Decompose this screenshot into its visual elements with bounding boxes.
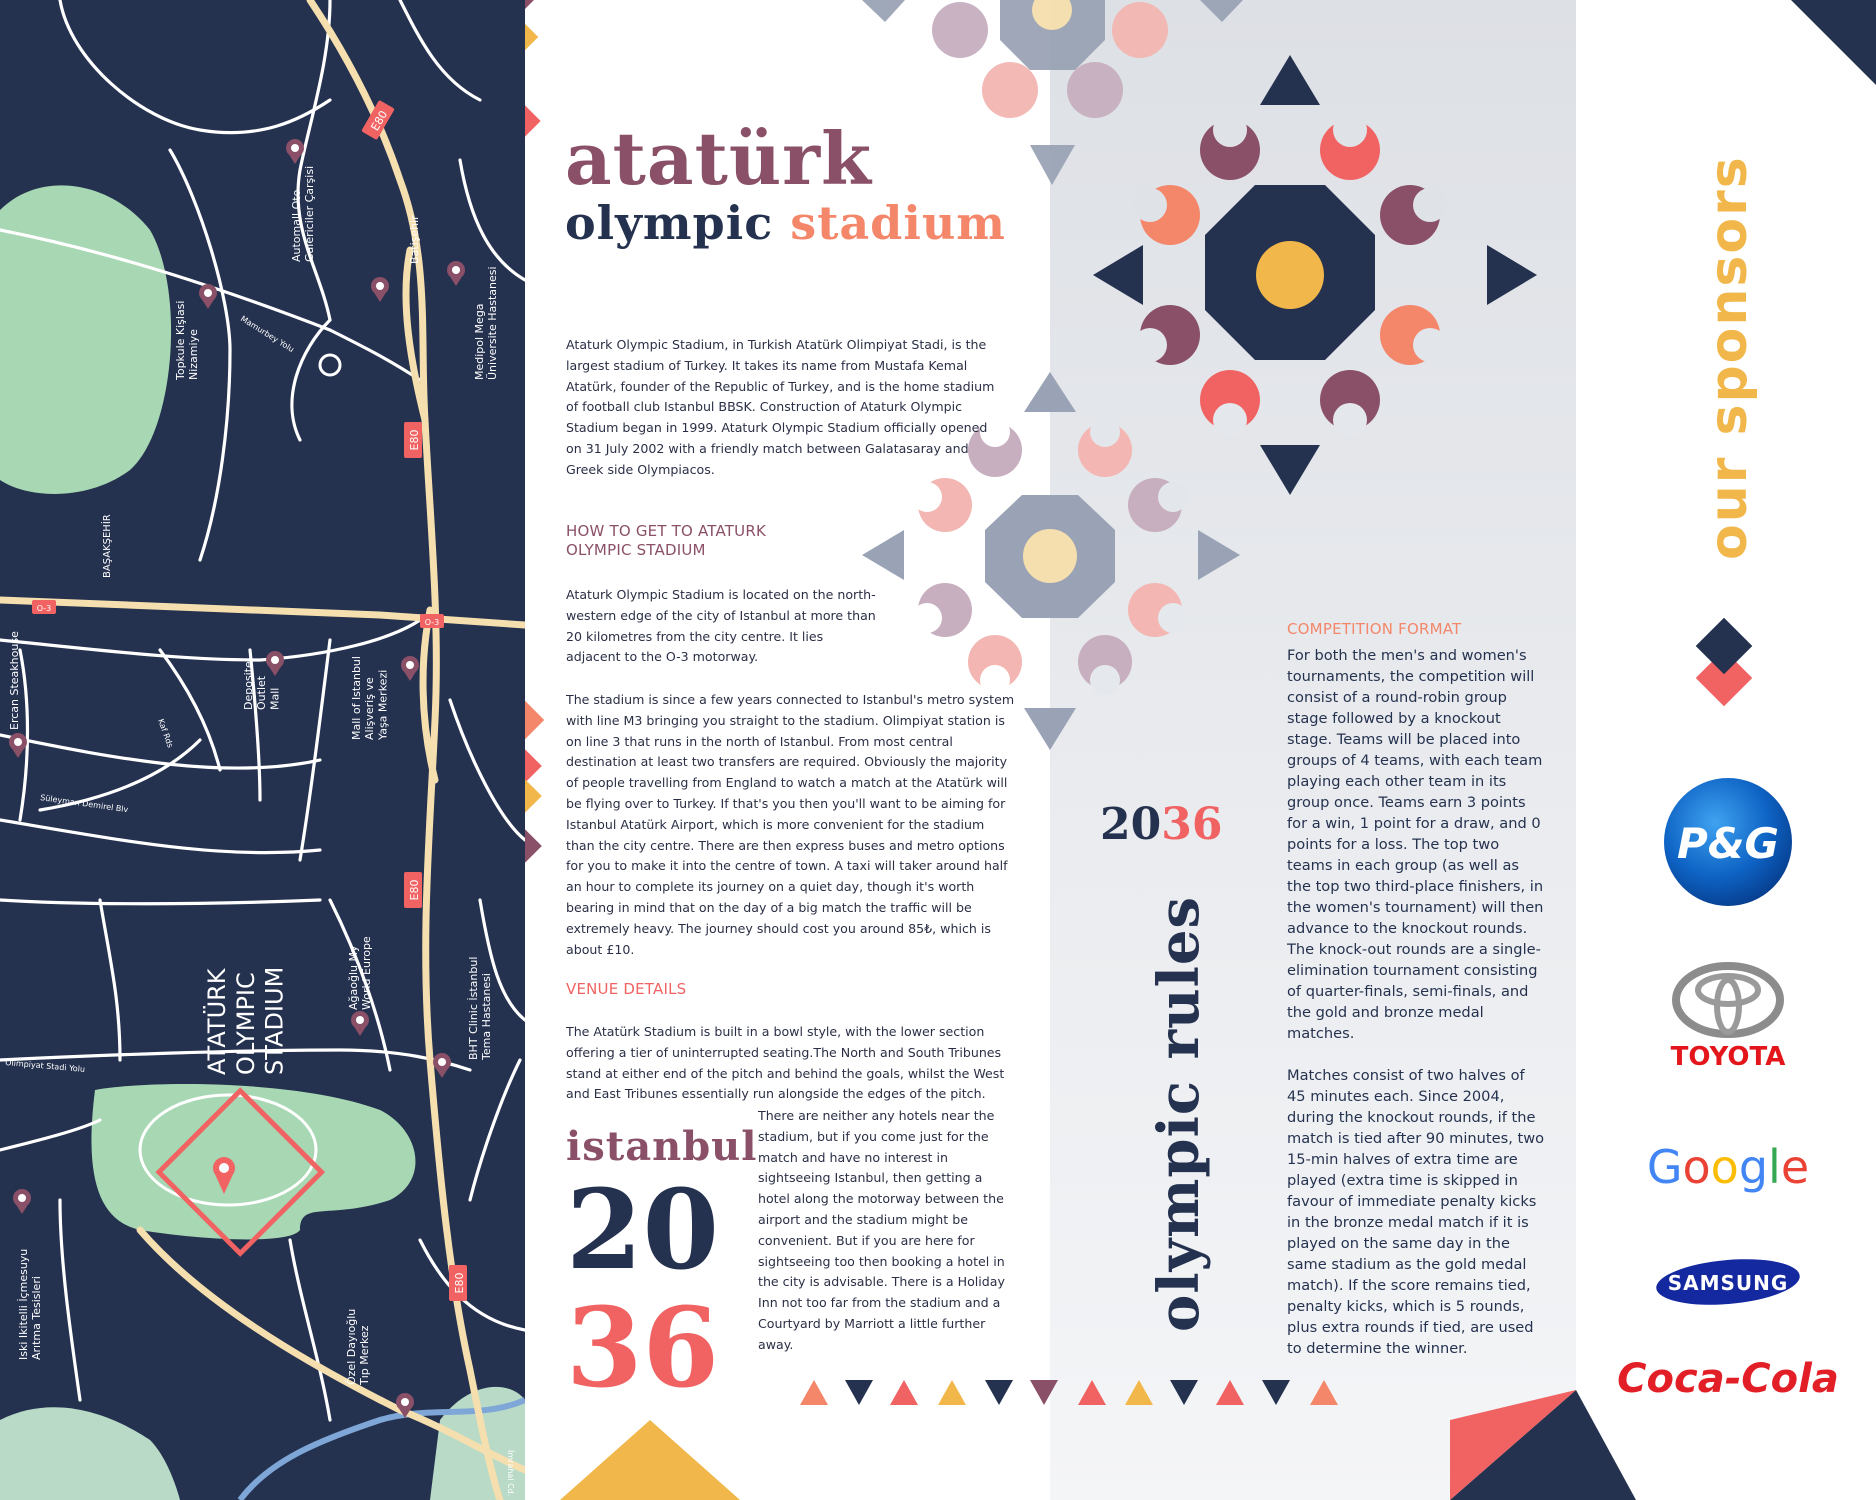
google-logo[interactable] — [1647, 1140, 1809, 1194]
automall-text: Automall Oto — [290, 189, 303, 262]
google-letter: g — [1738, 1140, 1769, 1194]
label-mamurbey: Mamurbey Yolu — [238, 314, 296, 355]
label-mall-istanbul: Mall of IstanbulAlişveriş veYaşa Merkezi — [350, 656, 390, 740]
e80-shield-label: E80 — [368, 108, 391, 134]
e80-shield-label: E80 — [408, 879, 421, 901]
center-mandala — [1093, 55, 1537, 495]
label-innbat: İmrahal Cd. — [506, 1450, 515, 1497]
rules-vertical-title: olympic rules — [1146, 895, 1212, 1332]
bottom-triangle-mustard — [560, 1420, 740, 1500]
article-title — [565, 116, 1035, 250]
label-iski: Iski Ikitelli İçmesuyuArıtma Tesisleri — [17, 1248, 44, 1360]
google-letter: o — [1682, 1140, 1711, 1194]
label-topkule: Topkule KişlasiNizamiye — [174, 300, 201, 380]
pg-text: P&G — [1677, 819, 1779, 868]
year-top: 20 — [566, 1165, 720, 1294]
o3-shield-label: O-3 — [36, 604, 52, 613]
google-letter: e — [1780, 1140, 1810, 1194]
label-automall: Automall Oto Galericiler Çarşisi — [290, 165, 317, 262]
competition-format-heading: COMPETITION FORMAT — [1287, 620, 1462, 638]
label-olimpiyat-yolu: Olimpiyat Stadi Yolu — [4, 1058, 86, 1074]
e80-shield-label: E80 — [408, 429, 421, 451]
o3-shield-label: O-3 — [424, 618, 440, 627]
google-letter: o — [1710, 1140, 1739, 1194]
label-batisehir: Batişehir — [408, 215, 421, 264]
venue-para1: The Atatürk Stadium is built in a bowl style, with the lower section offering a tier of uninterrupted seating.The North and South Tribunes stand at either end of the pitch and behind the goals, whilst the West and East Tribunes essentially run alongside the edges of the pitch. — [566, 1024, 1005, 1102]
e80-shield-label: E80 — [453, 1272, 466, 1294]
park-area-north — [0, 185, 171, 494]
competition-para2: Matches consist of two halves of 45 minutes each. Since 2004, during the knockout rounds, if the match is tied after 90 minutes, two 15-min halves of extra time are played (extra time is skipped in favour of immediate penalty kicks in the bronze medal match if it is played on the same day in the same stadium as the gold medal match). If the score remains tied, penalty kicks, which is 5 rounds, plus extra rounds if tied, are used to determine the winner. — [1287, 1067, 1545, 1357]
competition-text — [1287, 645, 1547, 1359]
venue-heading: VENUE DETAILS — [566, 980, 687, 998]
title-line2 — [565, 198, 1035, 248]
rules-year — [1100, 800, 1222, 850]
google-letter: l — [1768, 1140, 1781, 1194]
label-basaksehir: BAŞAKŞEHİR — [102, 514, 113, 578]
title-line1: atatürk — [565, 116, 872, 201]
competition-para1: For both the men's and women's tournaments, the competition will consist of a round-robin group stage followed by a knockout stage. Teams will be placed into groups of 4 teams, with each team playing each other team in its group once. Teams earn 3 points for a win, 1 point for a draw, and 0 points for a loss. The top two teams in each group (as well as the top two third-place finishers, in the women's tournament) will then advance to the knockout rounds. The knock-out rounds are a single-elimination tournament consisting of quarter-finals, semi-finals, and the gold and bronze medal matches. — [1287, 647, 1544, 1042]
label-street-small: Kaf Rds — [156, 717, 175, 750]
label-deposite: DepositeOutletMall — [242, 661, 282, 710]
rules-year-36: 36 — [1161, 799, 1223, 850]
title-olympic: olympic — [565, 196, 774, 250]
label-agaoglu: Ağaoğlu MyWorld Europe — [347, 936, 374, 1010]
how-to-get-para2: The stadium is since a few years connected to Istanbul's metro system with line M3 bringing you straight to the stadium. Olimpiyat station is on line 3 that runs in the north of Istanbul. From most central destination at least two transfers are required. Obviously the majority of people travelling from England to watch a match at the Atatürk will be flying over to Turkey. If that's you then you'll want to be aiming for Istanbul Atatürk Airport, which is more convenient for the stadium than the city centre. There are then express buses and metro options for you to make it into the centre of town. A taxi will taker around half an hour to complete its journey on a quiet day, though it's worth bearing in mind that on the day of a big match the traffic will be extremely heavy. The journey should cost you around 85₺, which is about £10. — [566, 692, 1015, 957]
edge-diamonds-top — [525, 0, 541, 144]
label-ercan: Ercan Steakhouse — [8, 631, 21, 730]
cocacola-logo[interactable]: Coca-Cola — [1617, 1356, 1839, 1402]
how-to-get-heading: HOW TO GET TO ATATURK OLYMPIC STADIUM — [566, 522, 766, 559]
edge-diamonds-middle — [525, 699, 544, 866]
sponsors-title: our sponsors — [1699, 155, 1759, 560]
sponsors-panel — [1576, 0, 1876, 1500]
label-ozel: Özel DayıoğluTıp Merkez — [345, 1308, 372, 1385]
label-bht: BHT Clinic İstanbulTema Hastanesi — [467, 956, 494, 1060]
how-to-get-para1: Ataturk Olympic Stadium is located on the north-western edge of the city of Istanbul at more than 20 kilometres from the city centre. It lies adjacent to the O-3 motorway. — [566, 587, 876, 665]
google-letter: G — [1646, 1140, 1683, 1194]
intro-paragraph: Ataturk Olympic Stadium, in Turkish Atatürk Olimpiyat Stadi, is the largest stadium of Turkey. It takes its name from Mustafa Kemal Atatürk, founder of the Republic of Turkey, and is the home stadium of football club Istanbul BBSK. Construction of Ataturk Olympic Stadium began in 1999. Ataturk Olympic Stadium officially opened on 31 July 2002 with a friendly match between Galatasaray and Greek side Olympiacos. — [566, 337, 995, 477]
rules-year-20: 20 — [1100, 799, 1162, 850]
venue-para2: There are neither any hotels near the stadium, but if you come just for the match and have no interest in sightseeing Istanbul, then getting a hotel along the motorway between the airport and the stadium might be convenient. But if you are here for sightseeing too then booking a hotel in the city is advisable. There is a Holiday Inn not too far from the stadium and a Courtyard by Marriott a little further away. — [758, 1108, 1005, 1352]
label-suleyman: Süleyman Demirel Blv — [39, 793, 129, 815]
label-medipol: Medipol MegaÜniversite Hastanesi — [473, 266, 500, 380]
pg-logo[interactable] — [1664, 778, 1792, 906]
istanbul-2036-block — [566, 1123, 758, 1412]
stadium-map-label: ATATÜRKOLYMPICSTADIUM — [203, 966, 289, 1075]
istanbul-word: istanbul — [566, 1123, 758, 1170]
year-bottom: 36 — [566, 1283, 720, 1412]
toyota-text: TOYOTA — [1670, 1042, 1786, 1072]
map-panel[interactable] — [0, 0, 525, 1500]
title-stadium: stadium — [790, 196, 1006, 250]
triangle-row — [800, 1380, 1338, 1405]
samsung-text: SAMSUNG — [1667, 1271, 1789, 1295]
